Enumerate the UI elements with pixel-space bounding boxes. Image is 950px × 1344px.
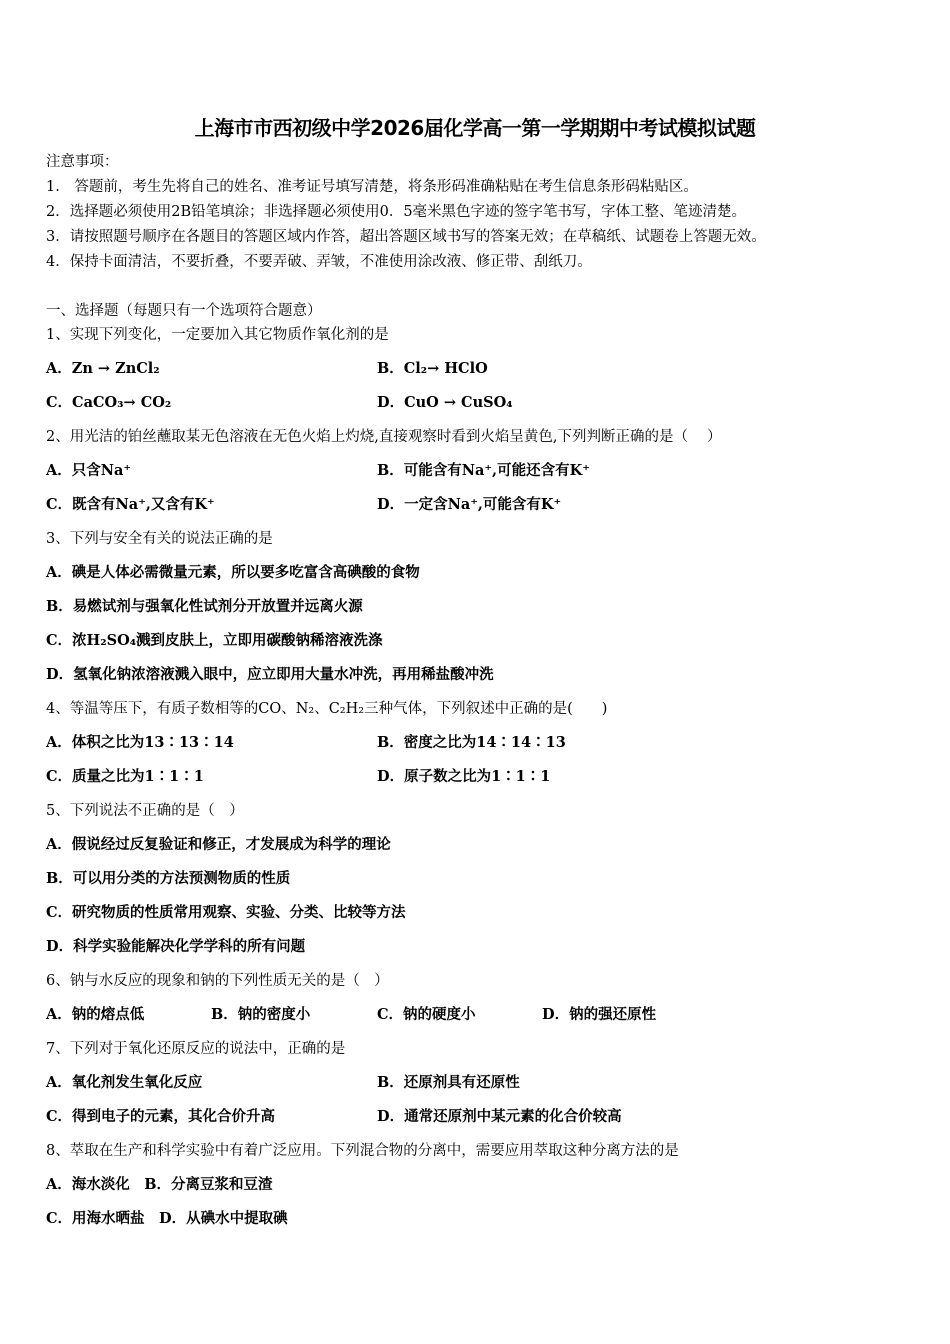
- answer-option: C．浓H₂SO₄溅到皮肤上，立即用碳酸钠稀溶液洗涤: [46, 632, 383, 649]
- question-stem: 7、下列对于氧化还原反应的说法中，正确的是: [46, 1041, 346, 1057]
- options-row: [46, 1105, 926, 1139]
- options-row: [46, 833, 926, 867]
- answer-option: D．通常还原剂中某元素的化合价较高: [377, 1108, 622, 1125]
- answer-option: B．可以用分类的方法预测物质的性质: [46, 870, 291, 887]
- answer-option: C．得到电子的元素，其化合价升高: [46, 1108, 276, 1125]
- answer-option: A．体积之比为13∶13∶14: [46, 734, 234, 751]
- answer-option: B．还原剂具有还原性: [377, 1074, 520, 1091]
- answer-option: A．假说经过反复验证和修正，才发展成为科学的理论: [46, 836, 391, 853]
- options-row: [46, 1173, 926, 1207]
- answer-option: C．CaCO₃→ CO₂: [46, 394, 172, 411]
- options-row: [46, 901, 926, 935]
- answer-option: C．研究物质的性质常用观察、实验、分类、比较等方法: [46, 904, 406, 921]
- answer-option: C．钠的硬度小: [377, 1006, 476, 1023]
- options-row: [46, 493, 926, 527]
- question-stem: 2、用光洁的铂丝蘸取某无色溶液在无色火焰上灼烧,直接观察时看到火焰呈黄色,下列判断正确的是（ ）: [46, 429, 722, 445]
- options-row: [46, 629, 926, 663]
- options-row: [46, 1003, 926, 1037]
- answer-option: D．钠的强还原性: [542, 1006, 657, 1023]
- options-row: [46, 1071, 926, 1105]
- options-row: [46, 765, 926, 799]
- options-row: [46, 867, 926, 901]
- answer-option: D．CuO → CuSO₄: [377, 394, 513, 411]
- options-row: [46, 1207, 926, 1241]
- answer-option: D．氢氧化钠浓溶液溅入眼中，应立即用大量水冲洗，再用稀盐酸冲洗: [46, 666, 494, 683]
- answer-option: B．密度之比为14∶14∶13: [377, 734, 566, 751]
- options-row: [46, 561, 926, 595]
- questions-section: [46, 299, 926, 1241]
- answer-option: B．可能含有Na⁺,可能还含有K⁺: [377, 462, 590, 479]
- options-row: [46, 357, 926, 391]
- document-title: 上海市市西初级中学2026届化学高一第一学期期中考试模拟试题: [194, 116, 756, 140]
- answer-option: A．氧化剂发生氧化反应: [46, 1074, 203, 1091]
- question-stem: 6、钠与水反应的现象和钠的下列性质无关的是（ ）: [46, 973, 389, 989]
- question-stem: 5、下列说法不正确的是（ ）: [46, 803, 244, 819]
- answer-option: B．Cl₂→ HClO: [377, 360, 488, 377]
- question-stem: 1、实现下列变化，一定要加入其它物质作氧化剂的是: [46, 327, 389, 343]
- answer-option: D．原子数之比为1∶1∶1: [377, 768, 551, 785]
- answer-option: B．易燃试剂与强氧化性试剂分开放置并远离火源: [46, 598, 363, 615]
- answer-option: A．海水淡化 B．分离豆浆和豆渣: [46, 1176, 273, 1193]
- note-item: 3．请按照题号顺序在各题目的答题区域内作答，超出答题区域书写的答案无效；在草稿纸、试题卷上答题无效。: [46, 229, 766, 245]
- note-item: 4．保持卡面清洁，不要折叠，不要弄破、弄皱，不准使用涂改液、修正带、刮纸刀。: [46, 254, 592, 270]
- question-stem: 3、下列与安全有关的说法正确的是: [46, 531, 273, 547]
- options-row: [46, 391, 926, 425]
- notes-section: [46, 150, 766, 275]
- options-row: [46, 459, 926, 493]
- answer-option: D．科学实验能解决化学学科的所有问题: [46, 938, 306, 955]
- question-stem: 4、等温等压下，有质子数相等的CO、N₂、C₂H₂三种气体，下列叙述中正确的是( ): [46, 701, 608, 717]
- note-item: 1. 答题前，考生先将自己的姓名、准考证号填写清楚，将条形码准确粘贴在考生信息条形码粘贴区。: [46, 179, 698, 195]
- question-stem: 8、萃取在生产和科学实验中有着广泛应用。下列混合物的分离中，需要应用萃取这种分离方法的是: [46, 1143, 679, 1159]
- notes-heading: 注意事项：: [46, 154, 119, 170]
- answer-option: A．Zn → ZnCl₂: [46, 360, 160, 377]
- answer-option: A．只含Na⁺: [46, 462, 132, 479]
- options-row: [46, 595, 926, 629]
- answer-option: A．钠的熔点低: [46, 1006, 145, 1023]
- answer-option: D．一定含Na⁺,可能含有K⁺: [377, 496, 562, 513]
- note-item: 2．选择题必须使用2B铅笔填涂；非选择题必须使用0．5毫米黑色字迹的签字笔书写，字体工整、笔迹清楚。: [46, 204, 747, 220]
- options-row: [46, 731, 926, 765]
- answer-option: C．质量之比为1∶1∶1: [46, 768, 204, 785]
- answer-option: B．钠的密度小: [211, 1006, 311, 1023]
- answer-option: A．碘是人体必需微量元素，所以要多吃富含高碘酸的食物: [46, 564, 420, 581]
- answer-option: C．既含有Na⁺,又含有K⁺: [46, 496, 215, 513]
- answer-option: C．用海水晒盐 D．从碘水中提取碘: [46, 1210, 288, 1227]
- section-heading: 一、选择题（每题只有一个选项符合题意）: [46, 303, 322, 319]
- options-row: [46, 663, 926, 697]
- options-row: [46, 935, 926, 969]
